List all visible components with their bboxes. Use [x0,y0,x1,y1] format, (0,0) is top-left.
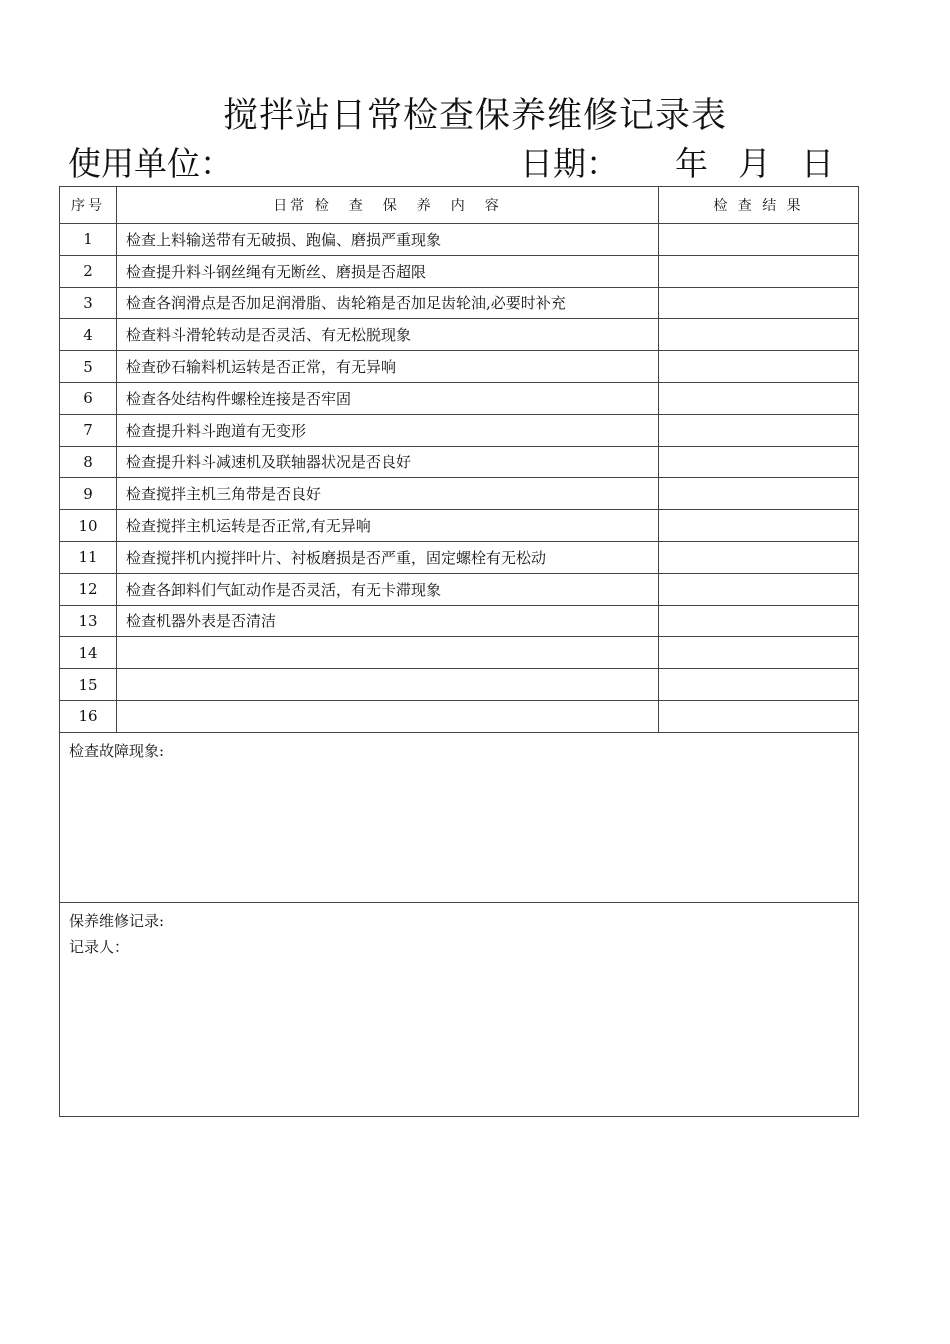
row-content: 检查搅拌主机三角带是否良好 [117,478,659,510]
table-row [60,224,859,256]
row-result-cell[interactable] [659,478,859,510]
table-row [60,700,859,732]
row-result-cell[interactable] [659,287,859,319]
page-title: 搅拌站日常检查保养维修记录表 [222,96,727,136]
row-content: 检查各卸料们气缸动作是否灵活，有无卡滞现象 [117,573,659,605]
table-header-row [60,187,859,224]
row-result-cell[interactable] [659,541,859,573]
row-result-cell[interactable] [659,446,859,478]
column-header-content: 日常 检 查 保 养 内 容 [117,187,659,224]
row-content: 检查上料输送带有无破损、跑偏、磨损严重现象 [117,224,659,256]
row-result-cell[interactable] [659,510,859,542]
row-number: 4 [60,319,117,351]
row-number: 15 [60,669,117,701]
row-content: 检查机器外表是否清洁 [117,605,659,637]
table-row [60,287,859,319]
row-content[interactable] [117,700,659,732]
row-content: 检查砂石输料机运转是否正常，有无异响 [117,351,659,383]
date-label: 日期： [520,144,619,183]
month-label: 月 [738,144,771,183]
row-result-cell[interactable] [659,414,859,446]
table-row [60,478,859,510]
row-content: 检查搅拌机内搅拌叶片、衬板磨损是否严重，固定螺栓有无松动 [117,541,659,573]
row-result-cell[interactable] [659,637,859,669]
row-content[interactable] [117,669,659,701]
table-row [60,669,859,701]
table-row [60,573,859,605]
fault-section-row [60,732,859,902]
row-content: 检查各润滑点是否加足润滑脂、齿轮箱是否加足齿轮油,必要时补充 [117,287,659,319]
row-number: 10 [60,510,117,542]
column-header-result: 检 查 结 果 [659,187,859,224]
row-result-cell[interactable] [659,351,859,383]
row-result-cell[interactable] [659,224,859,256]
row-result-cell[interactable] [659,573,859,605]
row-content: 检查各处结构件螺栓连接是否牢固 [117,382,659,414]
column-header-no: 序号 [60,187,117,224]
row-number: 6 [60,382,117,414]
row-content: 检查提升料斗减速机及联轴器状况是否良好 [117,446,659,478]
row-number: 14 [60,637,117,669]
row-result-cell[interactable] [659,382,859,414]
row-result-cell[interactable] [659,669,859,701]
row-content: 检查提升料斗跑道有无变形 [117,414,659,446]
row-result-cell[interactable] [659,319,859,351]
row-number: 7 [60,414,117,446]
table-row [60,637,859,669]
year-label: 年 [675,144,708,183]
day-label: 日 [801,144,834,183]
unit-label: 使用单位： [68,144,233,183]
maintenance-label: 保养维修记录: [69,911,165,930]
row-number: 12 [60,573,117,605]
table-row [60,605,859,637]
table-row [60,414,859,446]
maintenance-section-row [60,902,859,1116]
fault-label: 检查故障现象: [69,741,165,760]
inspection-table [59,186,859,1117]
row-number: 3 [60,287,117,319]
maintenance-section[interactable] [60,902,859,1116]
row-content: 检查料斗滑轮转动是否灵活、有无松脱现象 [117,319,659,351]
row-result-cell[interactable] [659,605,859,637]
recorder-label: 记录人： [69,937,130,956]
row-number: 5 [60,351,117,383]
row-number: 13 [60,605,117,637]
table-row [60,382,859,414]
table-row [60,541,859,573]
header-line [68,138,838,184]
row-number: 11 [60,541,117,573]
fault-section[interactable] [60,732,859,902]
table-row [60,319,859,351]
row-number: 9 [60,478,117,510]
row-content: 检查搅拌主机运转是否正常,有无异响 [117,510,659,542]
row-result-cell[interactable] [659,700,859,732]
row-number: 1 [60,224,117,256]
table-row [60,255,859,287]
row-number: 8 [60,446,117,478]
row-result-cell[interactable] [659,255,859,287]
row-number: 16 [60,700,117,732]
row-number: 2 [60,255,117,287]
table-row [60,510,859,542]
table-row [60,351,859,383]
table-row [60,446,859,478]
row-content[interactable] [117,637,659,669]
row-content: 检查提升料斗钢丝绳有无断丝、磨损是否超限 [117,255,659,287]
